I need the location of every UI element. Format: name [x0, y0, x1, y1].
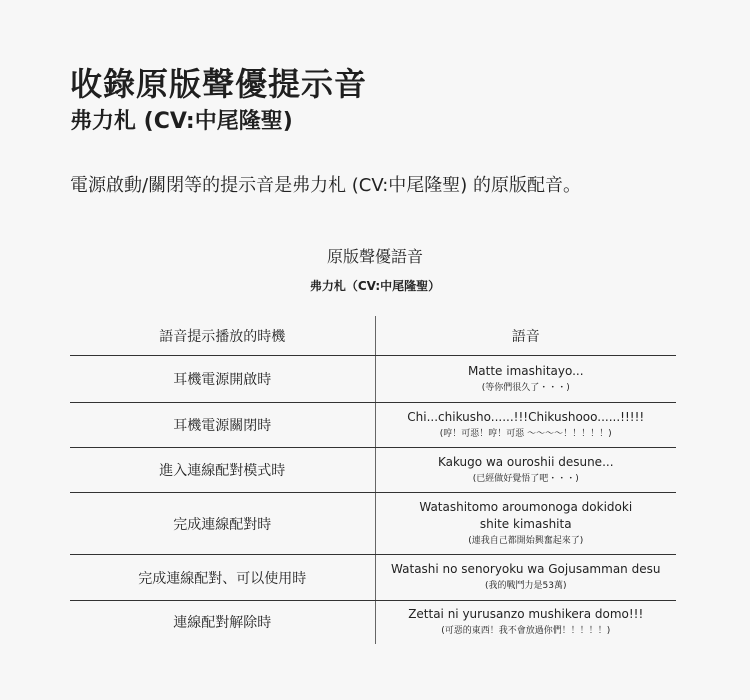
- voice-translation-text: (連我自己都開始興奮起來了): [468, 535, 584, 546]
- voice-translation-text: (哼！可惡！哼！可惡 〜〜〜〜！！！！！): [439, 428, 612, 439]
- timing-column-header: 語音提示播放的時機: [70, 316, 375, 356]
- timing-cell: 連線配對解除時: [173, 615, 272, 632]
- page-title: 收錄原版聲優提示音: [70, 65, 368, 103]
- voice-line-text: Matte imashitayo...: [467, 363, 584, 378]
- timing-cell: 耳機電源開啟時: [70, 356, 375, 403]
- voice-cell: [375, 493, 676, 555]
- voice-cell: [375, 448, 676, 493]
- voice-cell: [375, 356, 676, 403]
- timing-cell: 進入連線配對模式時: [70, 448, 375, 493]
- voice-cell: [375, 403, 676, 448]
- voice-prompt-table: [70, 316, 676, 644]
- voice-cell: [375, 601, 676, 644]
- timing-cell: 完成連線配對、可以使用時: [70, 555, 375, 601]
- table-row: [70, 403, 676, 448]
- voice-table-title: 原版聲優語音: [326, 247, 423, 266]
- voice-translation-text: (我的戰鬥力是53萬): [485, 581, 567, 591]
- table-row: [70, 601, 676, 644]
- table-row: [70, 356, 676, 403]
- voice-translation-text: (等你們很久了・・・): [481, 382, 570, 393]
- timing-cell: 耳機電源關閉時: [70, 403, 375, 448]
- voice-cell: [375, 555, 676, 601]
- feature-description: 電源啟動/關閉等的提示音是弗力札 (CV:中尾隆聖) 的原版配音。: [70, 175, 582, 196]
- voice-line-text: Chi...chikusho......!!!Chikushooo......!!!!!: [407, 409, 645, 424]
- table-row: [70, 493, 676, 555]
- voice-column-header: 語音: [375, 316, 676, 356]
- timing-cell: 完成連線配對時: [70, 493, 375, 555]
- voice-table-subtitle: 弗力札（CV:中尾隆聖）: [309, 279, 441, 293]
- voice-line-text: Kakugo wa ouroshii desune...: [437, 454, 614, 469]
- voice-line-text: Watashitomo aroumonoga dokidoki shite kimashita: [419, 499, 633, 531]
- table-row: [70, 555, 676, 601]
- voice-line-text: Watashi no senoryoku wa Gojusamman desu: [391, 562, 661, 576]
- page-subtitle: 弗力札 (CV:中尾隆聖): [70, 109, 293, 134]
- voice-translation-text: (已經做好覺悟了吧・・・): [472, 473, 579, 484]
- table-header-row: [70, 316, 676, 356]
- table-row: [70, 448, 676, 493]
- voice-line-text: Zettai ni yurusanzo mushikera domo!!!: [408, 606, 644, 621]
- voice-translation-text: (可惡的東西！我不會放過你們！！！！！): [441, 625, 611, 636]
